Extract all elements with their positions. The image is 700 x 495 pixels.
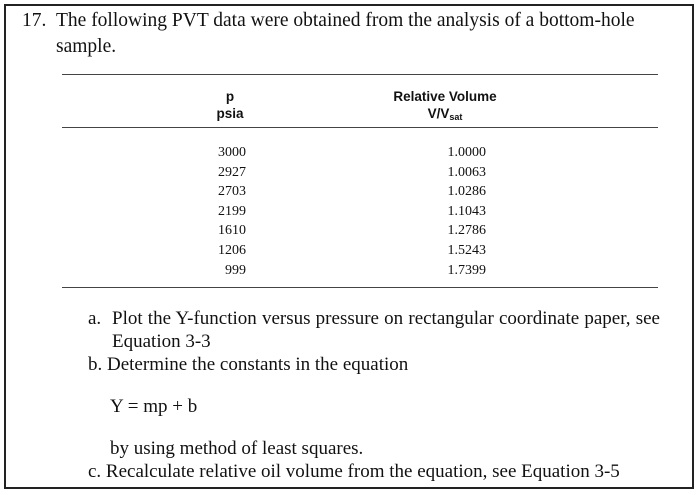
part-b: b. Determine the constants in the equation — [88, 354, 409, 375]
pressure-column-header — [190, 88, 270, 122]
volume-column-header — [360, 88, 530, 126]
relative-volume-cell: 1.0286 — [447, 184, 486, 200]
relative-volume-cell: 1.7399 — [447, 262, 486, 278]
pressure-cell: 3000 — [218, 145, 246, 160]
pressure-cell: 1206 — [218, 242, 246, 258]
volume-expression — [360, 105, 530, 126]
volume-expression-main: V/V — [427, 106, 450, 121]
problem-text: The following PVT data were obtained from the analysis of a bottom-hole sample. — [56, 10, 635, 57]
table-bottom-rule — [62, 287, 658, 288]
pressure-cell: 999 — [225, 262, 246, 278]
relative-volume-column — [400, 143, 486, 280]
relative-volume-cell: 1.0063 — [447, 164, 486, 180]
table-top-rule — [62, 74, 658, 75]
pressure-symbol: p — [225, 89, 235, 104]
part-b-continued: by using method of least squares. — [110, 438, 364, 459]
volume-expression-subscript: sat — [449, 112, 463, 122]
problem-number: 17. — [22, 10, 47, 31]
pressure-cell: 1610 — [218, 223, 246, 239]
pressure-cell: 2703 — [218, 184, 246, 200]
part-c: c. Recalculate relative oil volume from the equation, see Equation 3-5 — [88, 461, 620, 482]
pressure-cell: 2927 — [218, 164, 246, 180]
relative-volume-cell: 1.0000 — [447, 145, 486, 160]
equation: Y = mp + b — [110, 396, 198, 417]
pressure-unit: psia — [216, 106, 244, 121]
volume-title: Relative Volume — [393, 89, 497, 104]
pressure-cell: 2199 — [218, 203, 246, 219]
table-header-rule — [62, 127, 658, 128]
relative-volume-cell: 1.2786 — [447, 223, 486, 239]
relative-volume-cell: 1.1043 — [447, 203, 486, 219]
pressure-column — [180, 143, 246, 280]
problem-statement — [22, 8, 672, 60]
part-a — [88, 307, 660, 353]
part-a-text: Plot the Y-function versus pressure on rectangular coordinate paper, see Equation 3-3 — [112, 308, 660, 352]
page-frame — [4, 4, 694, 489]
part-a-label: a. — [88, 308, 102, 329]
relative-volume-cell: 1.5243 — [447, 242, 486, 258]
